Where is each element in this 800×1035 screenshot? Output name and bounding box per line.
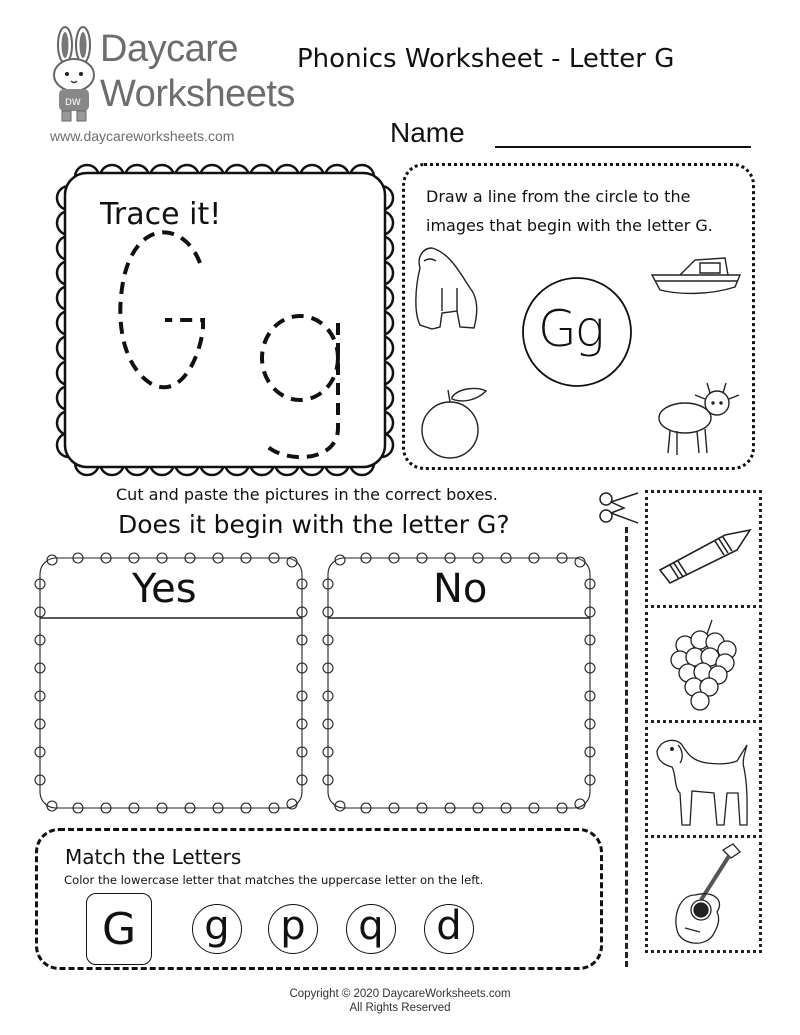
yes-label: Yes: [132, 566, 197, 612]
name-label: Name: [390, 117, 465, 148]
crayon-icon[interactable]: [655, 525, 755, 585]
goat-icon[interactable]: [655, 373, 745, 463]
trace-title: Trace it!: [100, 197, 222, 232]
sort-instruction: Cut and paste the pictures in the correct boxes.: [116, 485, 498, 504]
match-title: Match the Letters: [65, 845, 242, 869]
logo-text-worksheets: Worksheets: [100, 73, 295, 115]
option-letter-q[interactable]: q: [346, 904, 396, 954]
uppercase-letter-box: G: [86, 893, 152, 965]
draw-line-instruction-1: Draw a line from the circle to the: [426, 187, 691, 206]
sort-question: Does it begin with the letter G?: [118, 510, 510, 539]
option-letter-d[interactable]: d: [424, 904, 474, 954]
logo-url: www.daycareworksheets.com: [50, 128, 235, 144]
grapes-icon[interactable]: [670, 615, 740, 715]
logo-text-daycare: Daycare: [100, 28, 238, 70]
cut-line: [625, 527, 628, 967]
dog-icon[interactable]: [652, 733, 752, 833]
orange-icon[interactable]: [420, 385, 492, 460]
guitar-icon[interactable]: [665, 840, 750, 950]
scissors-icon: [598, 490, 640, 526]
option-letter-g[interactable]: g: [192, 904, 242, 954]
boat-icon[interactable]: [650, 255, 745, 300]
match-instruction: Color the lowercase letter that matches the uppercase letter on the left.: [64, 873, 484, 887]
no-label: No: [433, 566, 488, 612]
rights-text: All Rights Reserved: [349, 1002, 451, 1014]
center-letters: Gg: [538, 300, 603, 358]
page-title: Phonics Worksheet - Letter G: [297, 44, 675, 74]
copyright-text: Copyright © 2020 DaycareWorksheets.com: [289, 988, 511, 1000]
draw-line-instruction-2: images that begin with the letter G.: [426, 216, 713, 235]
option-letter-p[interactable]: p: [268, 904, 318, 954]
no-drop-zone[interactable]: [328, 620, 590, 805]
name-field[interactable]: [495, 120, 751, 148]
logo: [40, 20, 295, 130]
yes-drop-zone[interactable]: [40, 620, 302, 805]
bunny-mascot-icon: [45, 25, 105, 125]
gorilla-icon[interactable]: [412, 243, 482, 338]
svg-text:DW: DW: [65, 98, 81, 108]
